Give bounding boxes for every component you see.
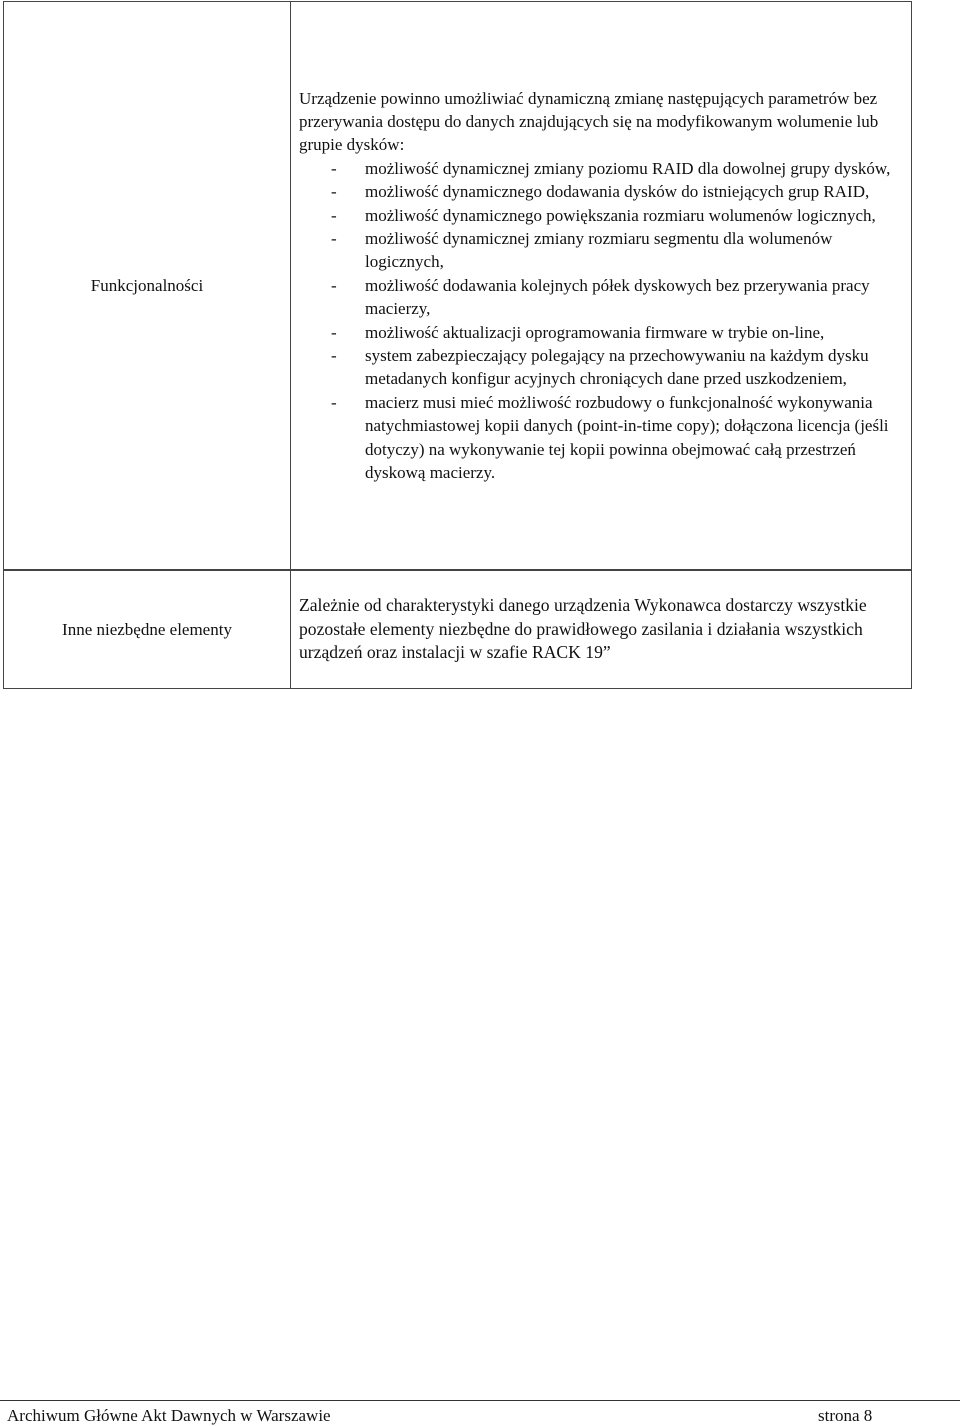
list-item-text: macierz musi mieć możliwość rozbudowy o funkcjonalność wykonywania natychmiastowej kopii danych (point-in-time copy); dołączona licencja (jeśli dotyczy) na wykonywanie tej kopii powinna obejmować całą przestrzeń dyskową macierzy. xyxy=(365,392,889,483)
row-label-cell xyxy=(4,571,291,689)
specification-table xyxy=(3,1,912,689)
list-item-text: możliwość aktualizacji oprogramowania firmware w trybie on-line, xyxy=(365,322,825,342)
bullet-dash: - xyxy=(331,205,337,225)
bullet-dash: - xyxy=(331,392,337,412)
row-content-cell xyxy=(291,571,912,689)
list-item xyxy=(299,227,901,274)
bullet-dash: - xyxy=(331,158,337,178)
table-row xyxy=(4,2,912,570)
list-item-text: możliwość dynamicznej zmiany rozmiaru segmentu dla wolumenów logicznych, xyxy=(365,228,833,272)
page-number: strona 8 xyxy=(818,1406,873,1425)
row-label: Inne niezbędne elementy xyxy=(62,619,232,639)
list-item xyxy=(299,157,901,180)
bullet-dash: - xyxy=(331,275,337,295)
list-item xyxy=(299,180,901,203)
list-item-text: system zabezpieczający polegający na przechowywaniu na każdym dysku metadanych konfigur acyjnych chroniących dane przed uszkodzeniem, xyxy=(365,346,869,389)
list-item xyxy=(299,274,901,321)
list-item xyxy=(299,391,901,485)
row-label-cell xyxy=(4,2,291,570)
list-item xyxy=(299,321,901,344)
footer-institution: Archiwum Główne Akt Dawnych w Warszawie xyxy=(7,1406,331,1425)
list-item xyxy=(299,204,901,227)
list-item-text: możliwość dynamicznego powiększania rozmiaru wolumenów logicznych, xyxy=(365,205,876,225)
list-item-text: możliwość dynamicznego dodawania dysków do istniejących grup RAID, xyxy=(365,182,870,202)
functionality-intro: Urządzenie powinno umożliwiać dynamiczną zmianę następujących parametrów bez przerywania dostępu do danych znajdujących się na modyfikowanym wolumenie lub grupie dysków: xyxy=(299,88,879,155)
row-label: Funkcjonalności xyxy=(90,275,204,295)
bullet-dash: - xyxy=(331,182,337,202)
list-item xyxy=(299,344,901,391)
list-item-text: możliwość dynamicznej zmiany poziomu RAID dla dowolnej grupy dysków, xyxy=(365,158,891,178)
row-content-cell xyxy=(291,2,912,570)
bullet-dash: - xyxy=(331,228,337,248)
page-footer xyxy=(0,1400,960,1425)
bullet-dash: - xyxy=(331,322,337,342)
other-elements-text: Zależnie od charakterystyki danego urządzenia Wykonawca dostarczy wszystkie pozostałe elementy niezbędne do prawidłowego zasilania i działania wszystkich urządzeń oraz instalacji w szafie RACK 19” xyxy=(299,595,867,663)
list-item-text: możliwość dodawania kolejnych półek dyskowych bez przerywania pracy macierzy, xyxy=(365,275,870,319)
functionality-list xyxy=(299,157,901,485)
table-row xyxy=(4,571,912,689)
bullet-dash: - xyxy=(331,346,337,366)
